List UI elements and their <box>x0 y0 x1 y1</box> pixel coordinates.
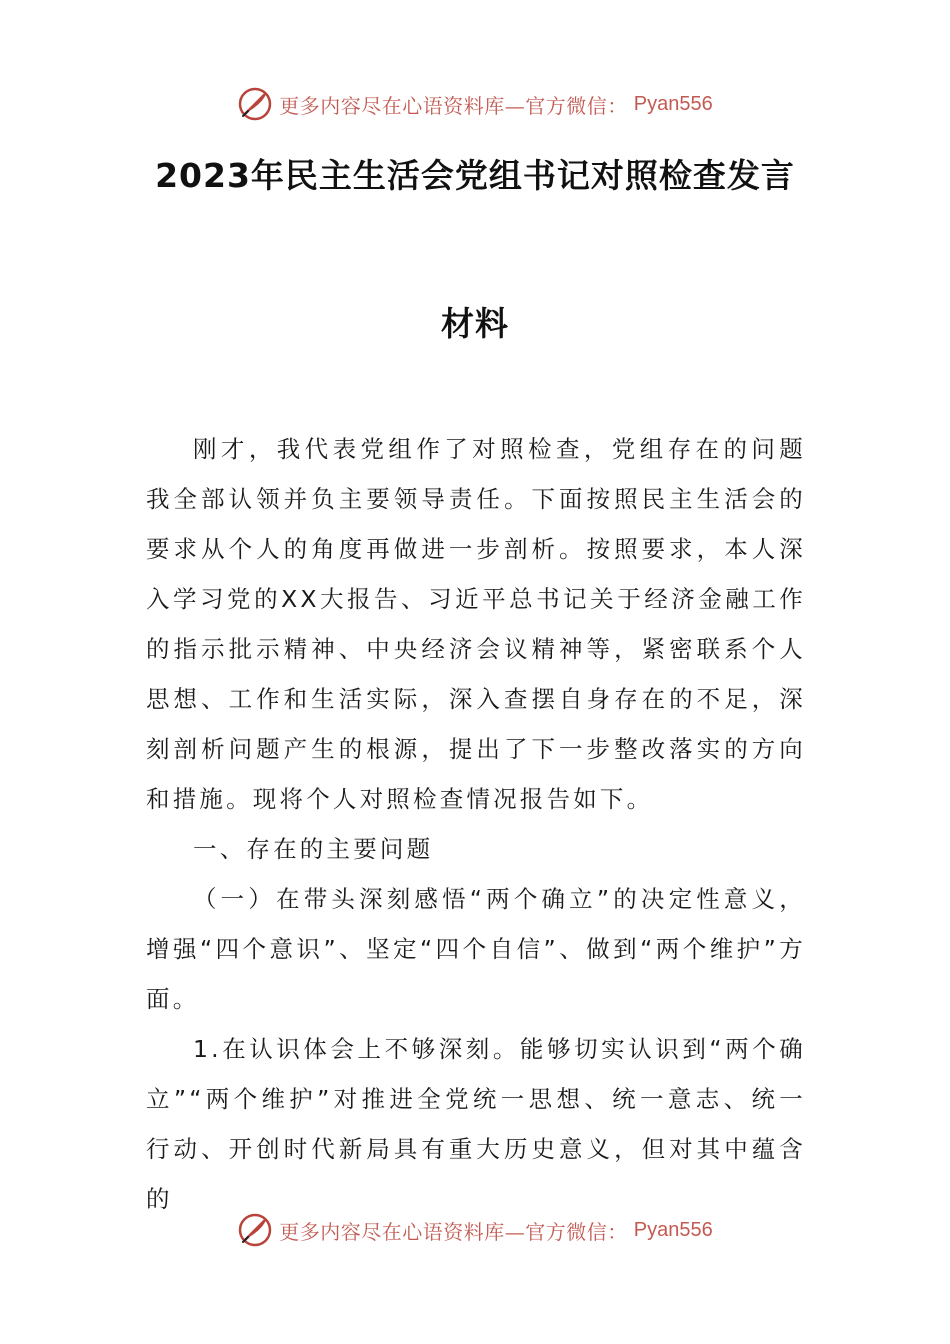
paragraph-point-1: 1.在认识体会上不够深刻。能够切实认识到“两个确立”“两个维护”对推进全党统一思想、统一意志、统一行动、开创时代新局具有重大历史意义，但对其中蕴含的 <box>146 1035 806 1213</box>
footer-banner <box>0 1210 950 1250</box>
wechat-id: Pyan556 <box>633 1218 713 1241</box>
subsection-heading: （一）在带头深刻感悟“两个确立”的决定性意义，增强“四个意识”、坚定“四个自信”、做到“两个维护”方面。 <box>146 885 806 1013</box>
paragraph-intro: 刚才，我代表党组作了对照检查，党组存在的问题我全部认领并负主要领导责任。下面按照民主生活会的要求从个人的角度再做进一步剖析。按照要求，本人深入学习党的XX大报告、习近平总书记关于经济金融工作的指示批示精神、中央经济会议精神等，紧密联系个人思想、工作和生活实际，深入查摆自身存在的不足，深刻剖析问题产生的根源，提出了下一步整改落实的方向和措施。现将个人对照检查情况报告如下。 <box>146 435 806 813</box>
wechat-id: Pyan556 <box>633 92 713 115</box>
section-heading: 一、存在的主要问题 <box>193 835 434 863</box>
quill-logo-icon <box>237 86 273 122</box>
document-body <box>146 424 806 1224</box>
header-banner <box>0 84 950 124</box>
banner-text: 更多内容尽在心语资料库—官方微信： <box>279 93 628 118</box>
title-line-2: 材料 <box>441 304 509 343</box>
title-line-1: 2023年民主生活会党组书记对照检查发言 <box>155 156 795 195</box>
quill-logo-icon <box>237 1212 273 1248</box>
banner-text: 更多内容尽在心语资料库—官方微信： <box>279 1219 628 1244</box>
